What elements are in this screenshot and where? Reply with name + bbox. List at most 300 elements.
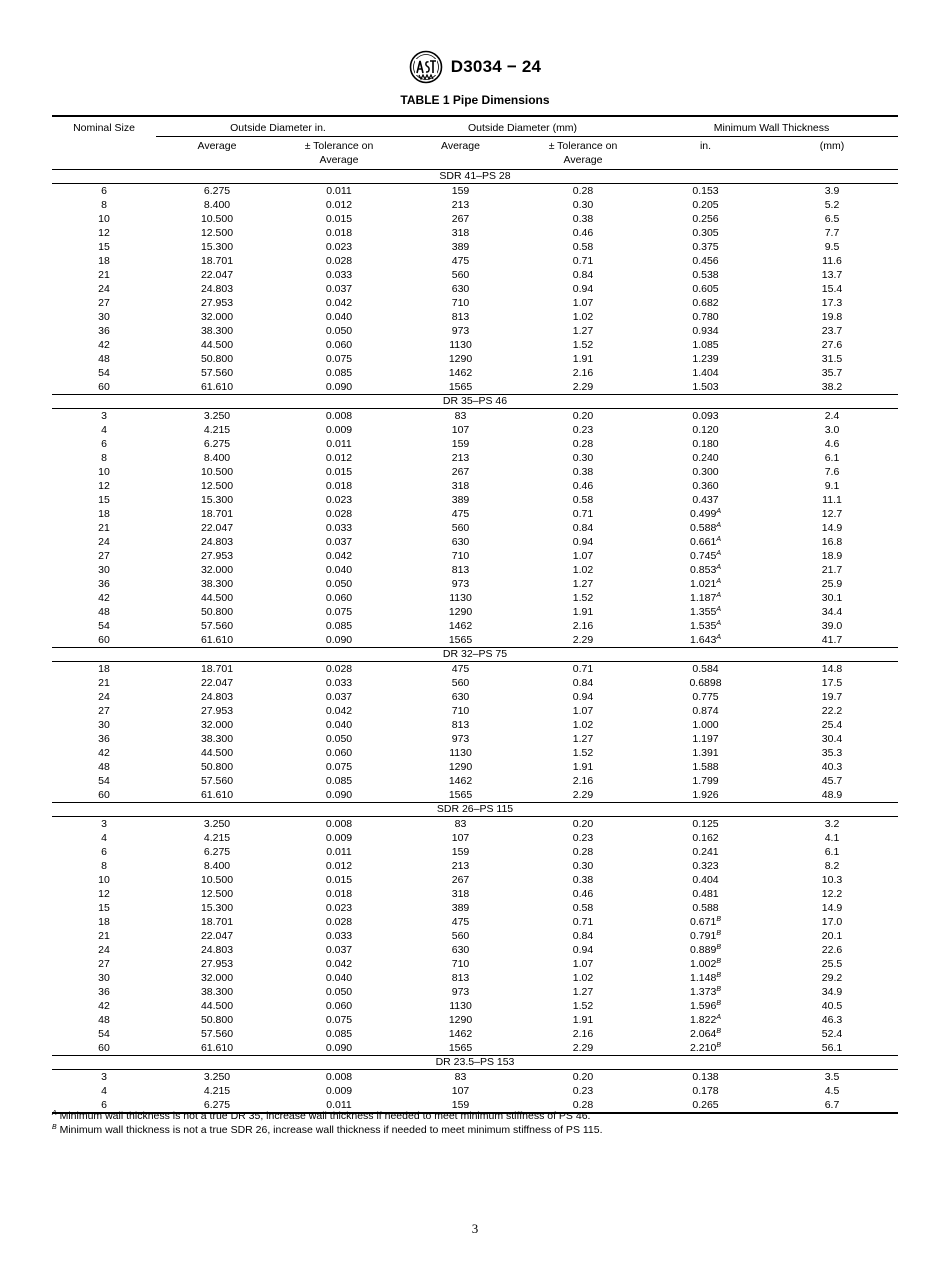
cell-value: 0.745 — [690, 550, 717, 562]
cell-od-in-tolerance: 0.012 — [325, 860, 353, 872]
cell-wall-in — [645, 971, 766, 985]
cell-wall-mm: 25.9 — [821, 578, 843, 590]
table-row — [52, 817, 898, 832]
cell-od-mm-tolerance: 0.71 — [572, 663, 594, 675]
cell-value: 0.780 — [692, 311, 719, 323]
cell-value: 0.588 — [690, 522, 717, 534]
cell-od-mm-tolerance: 0.20 — [572, 818, 594, 830]
cell-od-mm-average: 1290 — [448, 353, 473, 365]
footnote-mark: A — [716, 606, 721, 613]
cell-od-in-tolerance: 0.042 — [325, 550, 353, 562]
cell-value: 0.499 — [690, 508, 717, 520]
cell-nominal-size: 24 — [98, 283, 110, 295]
cell-od-mm-tolerance: 0.23 — [572, 1085, 594, 1097]
cell-od-in-average: 27.953 — [200, 958, 234, 970]
cell-wall-in — [645, 451, 766, 465]
cell-od-in-tolerance: 0.023 — [325, 241, 353, 253]
cell-od-in-average: 8.400 — [203, 860, 231, 872]
cell-od-mm-average: 1565 — [400, 1041, 521, 1056]
cell-wall-in — [645, 915, 766, 929]
cell-od-mm-tolerance: 1.07 — [572, 958, 594, 970]
cell-od-in-tolerance: 0.037 — [325, 944, 353, 956]
cell-nominal-size: 4 — [101, 424, 107, 436]
cell-od-mm-tolerance: 1.07 — [572, 705, 594, 717]
astm-logo-icon — [409, 50, 443, 84]
table-footnotes — [52, 1109, 898, 1137]
cell-od-mm-average: 630 — [451, 944, 470, 956]
cell-wall-mm: 19.8 — [821, 311, 843, 323]
cell-od-in-average: 22.047 — [200, 930, 234, 942]
cell-od-in-tolerance: 0.028 — [325, 255, 353, 267]
cell-od-mm-average: 1290 — [448, 761, 473, 773]
cell-wall-mm: 14.9 — [821, 902, 843, 914]
table-row — [52, 676, 898, 690]
cell-od-mm-average: 813 — [451, 719, 470, 731]
cell-od-in-average: 18.701 — [200, 255, 234, 267]
cell-od-in-tolerance: 0.023 — [325, 494, 353, 506]
cell-value: 0.671 — [690, 916, 717, 928]
cell-nominal-size: 21 — [98, 522, 110, 534]
table-row — [52, 423, 898, 437]
cell-wall-mm: 16.8 — [821, 536, 843, 548]
table-row — [52, 999, 898, 1013]
cell-od-in-tolerance: 0.033 — [325, 522, 353, 534]
cell-od-mm-tolerance: 1.02 — [572, 564, 594, 576]
cell-od-mm-average: 83 — [454, 410, 467, 422]
cell-od-in-tolerance: 0.015 — [325, 874, 353, 886]
cell-wall-in — [645, 198, 766, 212]
cell-value: 0.6898 — [689, 677, 722, 689]
cell-nominal-size: 10 — [98, 874, 110, 886]
cell-od-in-tolerance: 0.018 — [325, 888, 353, 900]
cell-od-mm-tolerance: 2.29 — [521, 380, 645, 395]
cell-od-in-tolerance: 0.050 — [325, 986, 353, 998]
cell-value: 1.391 — [692, 747, 719, 759]
header-od-mm: Outside Diameter (mm) — [400, 116, 645, 137]
cell-value: 0.661 — [690, 536, 717, 548]
cell-value: 1.187 — [690, 592, 717, 604]
cell-od-mm-average: 710 — [451, 705, 470, 717]
footnote-mark: B — [716, 944, 721, 951]
table-row — [52, 184, 898, 199]
cell-wall-mm: 6.5 — [824, 213, 840, 225]
table-row — [52, 296, 898, 310]
cell-value: 0.178 — [692, 1085, 719, 1097]
cell-wall-mm: 23.7 — [821, 325, 843, 337]
cell-od-mm-tolerance: 1.27 — [572, 733, 594, 745]
pipe-dimensions-table — [52, 115, 898, 1114]
header-average-mm: Average — [400, 137, 521, 170]
cell-nominal-size: 8 — [101, 860, 107, 872]
cell-od-in-average: 6.275 — [203, 438, 231, 450]
section-header-row — [52, 170, 898, 184]
table-body — [52, 170, 898, 1114]
cell-wall-mm: 19.7 — [821, 691, 843, 703]
footnote-mark: B — [716, 986, 721, 993]
cell-od-in-tolerance: 0.015 — [325, 213, 353, 225]
footnote-mark: B — [716, 1028, 721, 1035]
cell-nominal-size: 42 — [98, 1000, 110, 1012]
cell-wall-in — [645, 985, 766, 999]
cell-od-mm-average: 710 — [451, 958, 470, 970]
cell-wall-in — [645, 633, 766, 648]
cell-wall-mm: 34.4 — [821, 606, 843, 618]
cell-nominal-size: 21 — [98, 269, 110, 281]
cell-od-in-average: 3.250 — [203, 818, 231, 830]
cell-nominal-size: 30 — [98, 972, 110, 984]
cell-nominal-size: 60 — [52, 1041, 156, 1056]
cell-od-in-tolerance: 0.011 — [326, 846, 352, 858]
cell-od-mm-tolerance: 0.28 — [521, 1098, 645, 1113]
cell-wall-in — [645, 507, 766, 521]
table-row — [52, 718, 898, 732]
cell-nominal-size: 36 — [98, 986, 110, 998]
cell-wall-mm: 4.1 — [824, 832, 840, 844]
cell-value: 0.584 — [692, 663, 719, 675]
cell-od-in-tolerance: 0.040 — [325, 972, 353, 984]
cell-value: 0.265 — [692, 1099, 719, 1111]
cell-wall-in — [645, 831, 766, 845]
cell-od-in-average: 32.000 — [200, 564, 234, 576]
table-row — [52, 633, 898, 648]
cell-nominal-size: 48 — [98, 353, 110, 365]
cell-od-mm-average: 389 — [451, 494, 470, 506]
cell-wall-mm: 17.5 — [821, 677, 843, 689]
cell-wall-in — [645, 226, 766, 240]
cell-od-mm-average: 475 — [451, 663, 470, 675]
cell-od-mm-average: 318 — [451, 480, 470, 492]
table-row — [52, 605, 898, 619]
cell-wall-in — [645, 1070, 766, 1085]
footnote-mark: A — [716, 592, 721, 599]
cell-wall-mm: 41.7 — [766, 633, 898, 648]
cell-nominal-size: 10 — [98, 213, 110, 225]
cell-od-in-average: 24.803 — [200, 944, 234, 956]
cell-wall-mm: 35.7 — [821, 367, 843, 379]
table-row — [52, 746, 898, 760]
cell-od-mm-average: 710 — [451, 297, 470, 309]
table-row — [52, 198, 898, 212]
cell-od-mm-tolerance: 2.16 — [572, 1028, 594, 1040]
cell-od-mm-tolerance: 1.52 — [572, 339, 594, 351]
cell-od-mm-average: 630 — [451, 536, 470, 548]
table-row — [52, 957, 898, 971]
cell-value: 0.853 — [690, 564, 717, 576]
cell-value: 1.000 — [692, 719, 719, 731]
section-label: SDR 41–PS 28 — [52, 170, 898, 184]
table-row — [52, 971, 898, 985]
footnote-mark: B — [716, 958, 721, 965]
cell-value: 1.239 — [692, 353, 719, 365]
cell-wall-mm: 6.1 — [824, 846, 840, 858]
cell-wall-in — [645, 409, 766, 424]
cell-od-in-tolerance: 0.033 — [325, 677, 353, 689]
table-row — [52, 226, 898, 240]
cell-value: 0.874 — [692, 705, 719, 717]
cell-od-in-average: 27.953 — [200, 705, 234, 717]
cell-wall-mm: 6.7 — [766, 1098, 898, 1113]
cell-od-in-tolerance: 0.009 — [325, 1085, 353, 1097]
cell-od-mm-average: 1565 — [400, 633, 521, 648]
cell-wall-in — [645, 184, 766, 199]
cell-od-mm-tolerance: 0.28 — [572, 185, 594, 197]
cell-wall-mm: 15.4 — [821, 283, 843, 295]
cell-wall-mm: 7.7 — [824, 227, 840, 239]
cell-wall-mm: 8.2 — [824, 860, 840, 872]
cell-od-mm-average: 107 — [451, 424, 470, 436]
cell-od-mm-average: 475 — [451, 916, 470, 928]
footnote-mark: B — [716, 1042, 721, 1049]
cell-wall-in — [645, 521, 766, 535]
table-row — [52, 521, 898, 535]
cell-nominal-size: 24 — [98, 944, 110, 956]
cell-wall-in — [645, 619, 766, 633]
table-row — [52, 479, 898, 493]
cell-wall-mm: 9.1 — [824, 480, 840, 492]
cell-od-mm-tolerance: 0.84 — [572, 269, 594, 281]
cell-od-mm-tolerance: 0.94 — [572, 283, 594, 295]
cell-od-mm-average: 318 — [451, 888, 470, 900]
cell-wall-mm: 3.5 — [824, 1071, 840, 1083]
section-header-row — [52, 1056, 898, 1070]
cell-od-in-tolerance: 0.090 — [278, 1041, 400, 1056]
footnote-mark: A — [716, 634, 721, 641]
cell-od-in-tolerance: 0.060 — [325, 592, 353, 604]
cell-wall-mm: 3.2 — [824, 818, 840, 830]
cell-nominal-size: 54 — [98, 367, 110, 379]
footnote-mark: A — [716, 508, 721, 515]
cell-wall-in — [645, 943, 766, 957]
cell-od-mm-tolerance: 1.52 — [572, 747, 594, 759]
cell-nominal-size: 3 — [101, 818, 107, 830]
cell-nominal-size: 54 — [98, 1028, 110, 1040]
cell-wall-in — [645, 338, 766, 352]
cell-od-mm-average: 1130 — [449, 339, 472, 351]
cell-od-mm-tolerance: 0.46 — [572, 227, 594, 239]
cell-wall-in — [645, 479, 766, 493]
cell-wall-in — [645, 437, 766, 451]
cell-value: 0.240 — [692, 452, 719, 464]
cell-od-mm-average: 560 — [451, 677, 470, 689]
cell-od-mm-tolerance: 1.02 — [572, 311, 594, 323]
cell-wall-mm: 13.7 — [821, 269, 843, 281]
cell-od-in-average: 44.500 — [200, 747, 234, 759]
cell-od-mm-average: 267 — [451, 874, 470, 886]
cell-od-in-average: 61.610 — [156, 633, 278, 648]
cell-wall-mm: 17.3 — [821, 297, 843, 309]
section-label: SDR 26–PS 115 — [52, 803, 898, 817]
cell-value: 0.162 — [692, 832, 719, 844]
cell-value: 0.305 — [692, 227, 719, 239]
table-row — [52, 873, 898, 887]
section-header-row — [52, 803, 898, 817]
cell-od-in-tolerance: 0.085 — [325, 775, 353, 787]
cell-wall-mm: 12.7 — [821, 508, 843, 520]
table-row — [52, 943, 898, 957]
cell-od-in-average: 57.560 — [200, 1028, 234, 1040]
cell-wall-mm: 30.4 — [821, 733, 843, 745]
cell-nominal-size: 10 — [98, 466, 110, 478]
cell-wall-mm: 40.3 — [821, 761, 843, 773]
cell-od-in-tolerance: 0.037 — [325, 536, 353, 548]
cell-od-in-average: 24.803 — [200, 283, 234, 295]
cell-wall-in — [645, 268, 766, 282]
cell-od-in-average: 44.500 — [200, 592, 234, 604]
footnote-mark: B — [716, 916, 721, 923]
header-tolerance-mm: ± Tolerance on Average — [521, 137, 645, 170]
table-row — [52, 732, 898, 746]
cell-value: 1.085 — [692, 339, 719, 351]
cell-od-in-tolerance: 0.028 — [325, 916, 353, 928]
cell-nominal-size: 6 — [101, 438, 107, 450]
cell-nominal-size: 48 — [98, 606, 110, 618]
table-row — [52, 366, 898, 380]
cell-od-mm-average: 1462 — [448, 775, 473, 787]
cell-od-in-average: 50.800 — [200, 761, 234, 773]
section-header-row — [52, 648, 898, 662]
cell-od-in-average: 15.300 — [200, 902, 234, 914]
table-row — [52, 338, 898, 352]
cell-wall-in — [645, 788, 766, 803]
cell-od-mm-average: 973 — [451, 325, 470, 337]
cell-od-in-average: 24.803 — [200, 691, 234, 703]
cell-wall-mm: 45.7 — [821, 775, 843, 787]
cell-nominal-size: 4 — [101, 832, 107, 844]
cell-od-in-average: 57.560 — [200, 775, 234, 787]
cell-nominal-size: 27 — [98, 958, 110, 970]
cell-od-mm-average: 560 — [451, 930, 470, 942]
table-row — [52, 901, 898, 915]
pipe-dimensions-table-container — [52, 115, 898, 1114]
cell-wall-in — [645, 704, 766, 718]
cell-od-in-tolerance: 0.085 — [325, 367, 353, 379]
cell-od-mm-average: 83 — [454, 818, 467, 830]
cell-wall-mm: 18.9 — [821, 550, 843, 562]
cell-wall-in — [645, 760, 766, 774]
cell-od-mm-tolerance: 1.91 — [572, 761, 594, 773]
cell-wall-in — [645, 212, 766, 226]
cell-od-mm-tolerance: 0.28 — [572, 846, 594, 858]
cell-od-in-average: 61.610 — [156, 788, 278, 803]
cell-od-mm-tolerance: 0.94 — [572, 691, 594, 703]
cell-od-in-average: 32.000 — [200, 311, 234, 323]
cell-od-in-tolerance: 0.018 — [325, 480, 353, 492]
cell-wall-mm: 29.2 — [821, 972, 843, 984]
cell-od-mm-tolerance: 2.16 — [572, 620, 594, 632]
cell-od-mm-average: 630 — [451, 283, 470, 295]
cell-value: 0.934 — [692, 325, 719, 337]
table-row — [52, 352, 898, 366]
cell-od-mm-tolerance: 0.46 — [572, 480, 594, 492]
cell-od-in-average: 18.701 — [200, 663, 234, 675]
cell-value: 0.481 — [692, 888, 719, 900]
table-row — [52, 619, 898, 633]
cell-od-mm-tolerance: 0.20 — [572, 1071, 594, 1083]
cell-wall-in — [645, 901, 766, 915]
cell-od-in-average: 61.610 — [156, 1041, 278, 1056]
cell-nominal-size: 24 — [98, 691, 110, 703]
cell-od-in-average: 15.300 — [200, 494, 234, 506]
cell-nominal-size: 30 — [98, 719, 110, 731]
cell-value: 1.148 — [690, 972, 717, 984]
cell-value: 1.822 — [690, 1014, 717, 1026]
cell-wall-in — [645, 774, 766, 788]
cell-od-in-tolerance: 0.011 — [326, 438, 352, 450]
cell-nominal-size: 15 — [98, 494, 110, 506]
cell-nominal-size: 30 — [98, 564, 110, 576]
cell-nominal-size: 54 — [98, 620, 110, 632]
cell-od-mm-tolerance: 1.02 — [572, 719, 594, 731]
table-row — [52, 887, 898, 901]
cell-value: 1.926 — [692, 789, 719, 801]
cell-od-mm-average: 1290 — [448, 606, 473, 618]
cell-wall-mm: 3.9 — [824, 185, 840, 197]
table-row — [52, 282, 898, 296]
cell-nominal-size: 21 — [98, 930, 110, 942]
cell-od-mm-tolerance: 0.71 — [572, 916, 594, 928]
cell-od-in-average: 4.215 — [203, 424, 231, 436]
cell-od-mm-average: 1130 — [449, 592, 472, 604]
cell-nominal-size: 8 — [101, 199, 107, 211]
cell-wall-mm: 11.1 — [822, 494, 842, 506]
cell-value: 1.197 — [692, 733, 719, 745]
cell-od-in-tolerance: 0.042 — [325, 958, 353, 970]
cell-od-mm-tolerance: 1.91 — [572, 606, 594, 618]
footnote-mark: A — [716, 522, 721, 529]
cell-od-mm-average: 213 — [451, 452, 470, 464]
cell-nominal-size: 27 — [98, 705, 110, 717]
table-row — [52, 268, 898, 282]
cell-od-mm-tolerance: 1.52 — [572, 592, 594, 604]
cell-od-mm-average: 107 — [451, 1085, 470, 1097]
cell-wall-mm: 31.5 — [821, 353, 843, 365]
cell-nominal-size: 60 — [52, 788, 156, 803]
cell-wall-mm: 14.9 — [821, 522, 843, 534]
cell-wall-mm: 3.0 — [824, 424, 840, 436]
cell-od-in-tolerance: 0.075 — [325, 353, 353, 365]
cell-value: 0.360 — [692, 480, 719, 492]
cell-wall-mm: 30.1 — [821, 592, 843, 604]
cell-od-mm-average: 813 — [451, 972, 470, 984]
table-row — [52, 704, 898, 718]
cell-od-in-average: 22.047 — [200, 522, 234, 534]
cell-od-mm-tolerance: 1.27 — [572, 578, 594, 590]
cell-nominal-size: 60 — [52, 633, 156, 648]
cell-od-in-tolerance: 0.085 — [325, 1028, 353, 1040]
table-row — [52, 535, 898, 549]
table-row — [52, 1027, 898, 1041]
cell-od-in-average: 44.500 — [200, 339, 234, 351]
cell-value: 1.535 — [690, 620, 717, 632]
cell-od-mm-average: 213 — [451, 199, 470, 211]
footnote-mark: A — [716, 1014, 721, 1021]
table-row — [52, 859, 898, 873]
cell-od-in-tolerance: 0.042 — [325, 297, 353, 309]
cell-od-mm-average: 973 — [451, 733, 470, 745]
cell-od-mm-tolerance: 0.38 — [572, 466, 594, 478]
cell-od-in-average: 24.803 — [200, 536, 234, 548]
cell-wall-in — [645, 999, 766, 1013]
header-od-in: Outside Diameter in. — [156, 116, 400, 137]
cell-wall-in — [645, 535, 766, 549]
cell-od-in-tolerance: 0.028 — [325, 663, 353, 675]
cell-od-in-tolerance: 0.040 — [325, 311, 353, 323]
cell-nominal-size: 36 — [98, 578, 110, 590]
cell-od-in-average: 61.610 — [156, 380, 278, 395]
footnote: $^B$ Minimum wall thickness is not a true SDR 26, increase wall thickness if needed to meet minimum stiffness of PS 115. — [52, 1124, 603, 1136]
cell-od-in-tolerance: 0.012 — [325, 452, 353, 464]
cell-wall-in — [645, 1027, 766, 1041]
